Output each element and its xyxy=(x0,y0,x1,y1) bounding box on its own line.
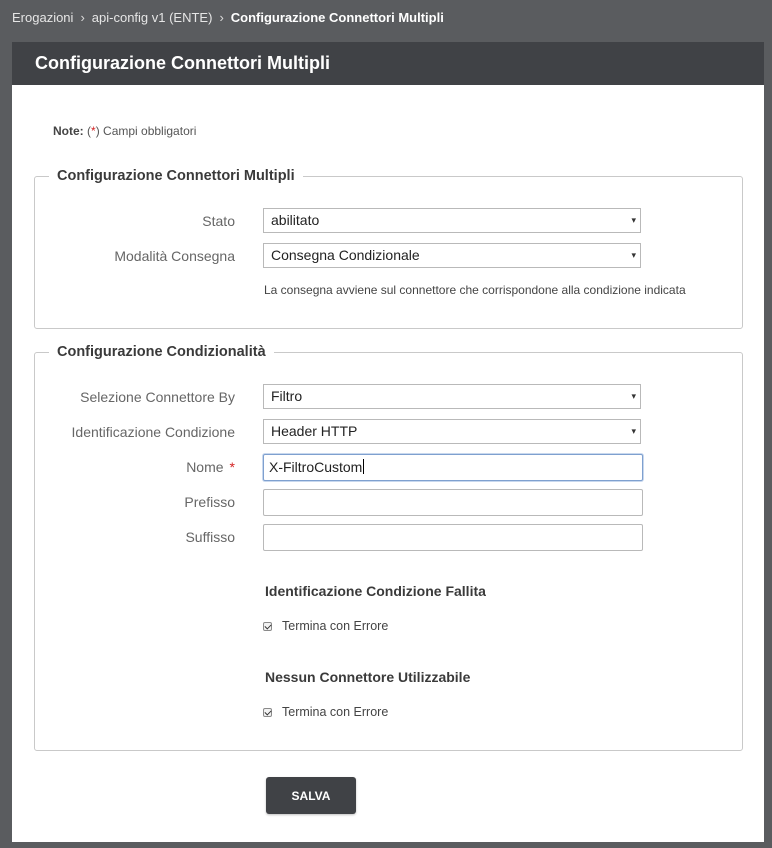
save-button[interactable]: SALVA xyxy=(266,777,356,814)
modalita-value: Consegna Condizionale xyxy=(271,247,420,263)
fieldset-condizionalita xyxy=(34,344,743,751)
fallita-checkbox-row xyxy=(263,619,388,633)
required-note xyxy=(53,124,196,138)
stato-label: Stato xyxy=(202,213,235,229)
nessun-check-label: Termina con Errore xyxy=(282,705,389,719)
nessun-checkbox-row xyxy=(263,705,388,719)
fallita-check-label: Termina con Errore xyxy=(282,619,389,633)
note-text: Campi obbligatori xyxy=(99,124,197,138)
row-stato xyxy=(35,208,742,235)
section-legend: Configurazione Condizionalità xyxy=(49,344,274,360)
row-nome xyxy=(35,454,742,481)
fallita-heading: Identificazione Condizione Fallita xyxy=(265,583,486,599)
config-panel xyxy=(12,42,764,842)
nessun-heading: Nessun Connettore Utilizzabile xyxy=(265,669,471,685)
section-legend: Configurazione Connettori Multipli xyxy=(49,168,303,184)
chevron-right-icon: › xyxy=(80,10,85,25)
suffisso-label: Suffisso xyxy=(185,529,235,545)
breadcrumb-api-config[interactable]: api-config v1 (ENTE) xyxy=(91,10,213,25)
modalita-select[interactable] xyxy=(263,243,641,268)
row-identificazione xyxy=(35,419,742,446)
chevron-right-icon: › xyxy=(219,10,224,25)
nome-value: X-FiltroCustom xyxy=(269,459,363,475)
breadcrumb-current: Configurazione Connettori Multipli xyxy=(230,10,444,25)
text-caret xyxy=(363,459,364,474)
modalita-label: Modalità Consegna xyxy=(114,248,235,264)
identificazione-value: Header HTTP xyxy=(271,423,358,439)
row-suffisso xyxy=(35,524,742,551)
breadcrumb xyxy=(12,10,444,25)
row-modalita xyxy=(35,243,742,270)
row-selezione xyxy=(35,384,742,411)
selezione-value: Filtro xyxy=(271,388,303,404)
fallita-checkbox[interactable] xyxy=(263,622,272,631)
selezione-select[interactable] xyxy=(263,384,641,409)
dropdown-arrow-icon: ▾ xyxy=(631,426,636,436)
prefisso-input[interactable] xyxy=(263,489,643,516)
required-star: * xyxy=(229,459,235,475)
identificazione-select[interactable] xyxy=(263,419,641,444)
fieldset-connettori-multipli xyxy=(34,168,743,329)
dropdown-arrow-icon: ▾ xyxy=(631,250,636,260)
page-title: Configurazione Connettori Multipli xyxy=(12,42,764,85)
suffisso-input[interactable] xyxy=(263,524,643,551)
nome-label-text: Nome xyxy=(186,459,224,475)
note-paren-open: ( xyxy=(87,124,92,138)
nome-label xyxy=(186,459,235,475)
note-paren-close: ) xyxy=(95,124,100,138)
breadcrumb-erogazioni[interactable]: Erogazioni xyxy=(12,10,74,25)
selezione-label: Selezione Connettore By xyxy=(80,389,235,405)
dropdown-arrow-icon: ▾ xyxy=(631,215,636,225)
prefisso-label: Prefisso xyxy=(184,494,235,510)
note-label: Note: xyxy=(53,124,84,138)
nessun-checkbox[interactable] xyxy=(263,708,272,717)
row-prefisso xyxy=(35,489,742,516)
nome-input[interactable] xyxy=(263,454,643,481)
dropdown-arrow-icon: ▾ xyxy=(631,391,636,401)
stato-value: abilitato xyxy=(271,212,320,228)
modalita-hint: La consegna avviene sul connettore che corrispondone alla condizione indicata xyxy=(264,283,686,297)
required-star: * xyxy=(91,124,96,138)
identificazione-label: Identificazione Condizione xyxy=(71,424,235,440)
stato-select[interactable] xyxy=(263,208,641,233)
